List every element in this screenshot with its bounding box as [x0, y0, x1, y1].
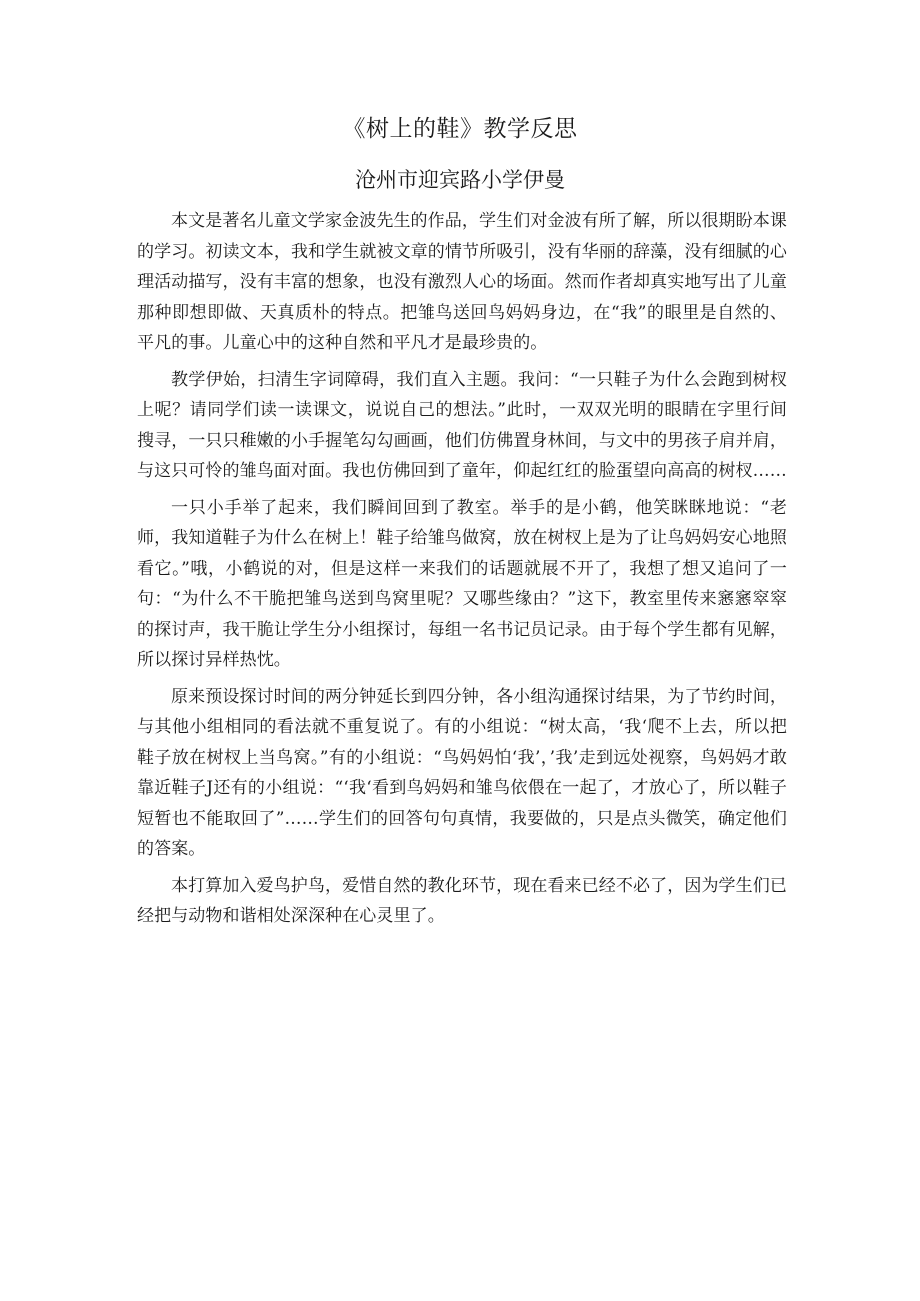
paragraph: 一只小手举了起来，我们瞬间回到了教室。举手的是小鹤，他笑眯眯地说：“老师，我知道鞋子为什么在树上！鞋子给雏鸟做窝，放在树杈上是为了让鸟妈妈安心地照看它。”哦，小鹤说的对，但是这样一来我们的话题就展不开了，我想了想又追问了一句：“为什么不干脆把雏鸟送到鸟窝里呢？又哪些缘由？”这下，教室里传来窸窸窣窣的探讨声，我干脆让学生分小组探讨，每组一名书记员记录。由于每个学生都有见解，所以探讨异样热忱。: [137, 497, 787, 670]
document-body: [137, 206, 787, 938]
author-line: 沧州市迎宾路小学伊曼: [355, 168, 565, 192]
paragraph: 本文是著名儿童文学家金波先生的作品，学生们对金波有所了解，所以很期盼本课的学习。初读文本，我和学生就被文章的情节所吸引，没有华丽的辞藻，没有细腻的心理活动描写，没有丰富的想象，也没有激烈人心的场面。然而作者却真实地写出了儿童那种即想即做、天真质朴的特点。把雏鸟送回鸟妈妈身边，在“我”的眼里是自然的、平凡的事。儿童心中的这种自然和平凡才是最珍贵的。: [137, 211, 787, 353]
paragraph: 教学伊始，扫清生字词障碍，我们直入主题。我问：“一只鞋子为什么会跑到树杈上呢？请同学们读一读课文，说说自己的想法。”此时，一双双光明的眼睛在字里行间搜寻，一只只稚嫩的小手握笔勾勾画画，他们仿佛置身林间，与文中的男孩子肩并肩，与这只可怜的雏鸟面对面。我也仿佛回到了童年，仰起红红的脸蛋望向高高的树杈……: [137, 369, 787, 481]
paragraph: 本打算加入爱鸟护鸟，爱惜自然的教化环节，现在看来已经不必了，因为学生们已经把与动物和谐相处深深种在心灵里了。: [137, 875, 787, 926]
document-title: 《树上的鞋》教学反思: [342, 116, 578, 142]
paragraph: 原来预设探讨时间的两分钟延长到四分钟，各小组沟通探讨结果，为了节约时间，与其他小组相同的看法就不重复说了。有的小组说：“树太高，‘我‘爬不上去，所以把鞋子放在树杈上当鸟窝。”有的小组说：“鸟妈妈怕‘我’，’我’走到远处视察，鸟妈妈才敢靠近鞋子J还有的小组说：“‘我‘看到鸟妈妈和雏鸟依偎在一起了，才放心了，所以鞋子短暂也不能取回了”……学生们的回答句句真情，我要做的，只是点头微笑，确定他们的答案。: [137, 686, 787, 859]
